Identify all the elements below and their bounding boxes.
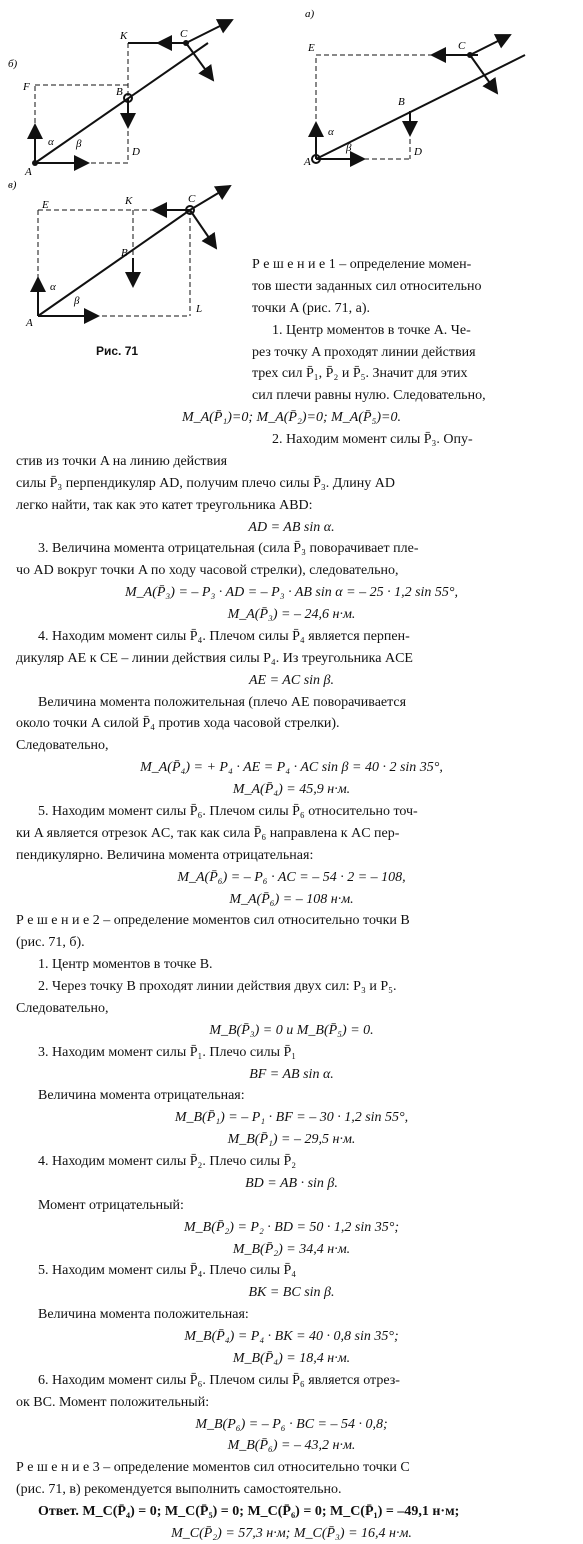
svg-text:A: A [304, 156, 311, 168]
figure-a [300, 5, 570, 180]
text-line: ки A является отрезок AC, так как сила P̄₆ направлена к AC пер- [16, 825, 400, 841]
text-line: M_C(P̄₂) = 57,3 н·м; M_C(P̄₃) = 16,4 н·м. [171, 1526, 412, 1541]
svg-text:B: B [116, 86, 123, 98]
svg-text:α: α [48, 136, 54, 148]
text-line: 5. Находим момент силы P̄₄. Плечо силы P̄₄ [38, 1263, 297, 1279]
text-line: легко найти, так как это катет треугольника ABD: [16, 497, 313, 513]
text-line: Величина момента отрицательная: [38, 1088, 245, 1104]
text-line: Момент отрицательный: [38, 1197, 184, 1213]
svg-text:α: α [328, 126, 334, 138]
svg-text:E: E [42, 199, 49, 211]
text-line: ок BC. Момент положительный: [16, 1394, 210, 1410]
svg-text:β: β [74, 295, 80, 307]
text-line: Следовательно, [16, 1000, 109, 1016]
figure-a-tag: а) [305, 8, 315, 20]
svg-text:α: α [50, 281, 56, 293]
text-line: Следовательно, [16, 738, 109, 754]
text-line: M_B(P̄₃) = 0 и M_B(P̄₅) = 0. [209, 1022, 374, 1038]
svg-text:F: F [23, 81, 30, 93]
text-line: 1. Центр моментов в точке B. [38, 957, 213, 973]
svg-text:β: β [346, 142, 352, 154]
text-line: M_A(P̄₆) = – P₆ · AC = – 54 · 2 = – 108, [177, 869, 406, 885]
svg-text:B: B [398, 96, 405, 108]
text-line: (рис. 71, в) рекомендуется выполнить самостоятельно. [16, 1482, 342, 1498]
text-line: 4. Находим момент силы P̄₂. Плечо силы P̄₂ [38, 1154, 297, 1170]
svg-text:D: D [414, 146, 422, 158]
text-line: Ответ. M_C(P̄₄) = 0; M_C(P̄₅) = 0; M_C(P̄₆) = 0; M_C(P̄₁) = –49,1 н·м; [38, 1504, 460, 1520]
svg-text:A: A [25, 166, 32, 175]
text-line: около точки A силой P̄₄ против хода часовой стрелки). [16, 716, 340, 732]
text-line: 4. Находим момент силы P̄₄. Плечом силы P̄₄ является перпен- [38, 628, 410, 644]
figure-v-tag: в) [8, 179, 17, 191]
figure-v [8, 178, 248, 333]
text-line: M_A(P̄₄) = 45,9 н·м. [232, 782, 351, 798]
text-line: рез точку A проходят линии действия [252, 344, 476, 360]
text-line: 2. Через точку B проходят линии действия двух сил: P₃ и P₅. [38, 979, 397, 995]
text-line: M_B(P̄₄) = 18,4 н·м. [232, 1350, 351, 1366]
svg-text:E: E [308, 42, 315, 54]
text-line: 3. Находим момент силы P̄₁. Плечо силы P̄₁ [38, 1044, 297, 1060]
text-line: Величина момента положительная (плечо AE поворачивается [38, 694, 407, 710]
text-line: M_B(P̄₂) = 34,4 н·м. [232, 1241, 351, 1257]
text-line: BF = AB sin α. [249, 1066, 334, 1082]
svg-text:B: B [121, 247, 128, 259]
text-line: точки A (рис. 71, а). [252, 300, 370, 316]
svg-text:K: K [120, 30, 128, 42]
text-line: трех сил P̄₁, P̄₂ и P̄₅. Значит для этих [252, 366, 468, 382]
text-line: 6. Находим момент силы P̄₆. Плечом силы P̄₆ является отрез- [38, 1372, 400, 1388]
text-line: M_B(P̄₆) = – 43,2 н·м. [227, 1438, 356, 1454]
text-line: Р е ш е н и е 1 – определение момен- [252, 257, 472, 272]
figure-caption: Рис. 71 [96, 344, 139, 358]
svg-text:C: C [458, 40, 466, 52]
text-line: тов шести заданных сил относительно [252, 278, 482, 294]
text-line: пендикулярно. Величина момента отрицательная: [16, 847, 314, 863]
text-line: 3. Величина момента отрицательная (сила P̄₃ поворачивает пле- [38, 541, 419, 557]
text-line: 5. Находим момент силы P̄₆. Плечом силы P̄₆ относительно точ- [38, 803, 418, 819]
text-line: силы P̄₃ перпендикуляр AD, получим плечо силы P̄₃. Длину AD [16, 475, 395, 491]
text-line: M_A(P̄₁)=0; M_A(P̄₂)=0; M_A(P̄₅)=0. [181, 410, 402, 426]
svg-text:D: D [132, 146, 140, 158]
text-line: Р е ш е н и е 3 – определение моментов сил относительно точки C [16, 1460, 410, 1476]
text-line: M_B(P̄₄) = P₄ · BK = 40 · 0,8 sin 35°; [184, 1329, 399, 1345]
svg-text:L: L [196, 303, 203, 315]
text-line: Р е ш е н и е 2 – определение моментов сил относительно точки B [16, 913, 410, 929]
text-line: Величина момента положительная: [38, 1307, 249, 1323]
svg-text:A: A [26, 317, 33, 329]
text-line: M_B(P̄₁) = – P₁ · BF = – 30 · 1,2 sin 55°, [174, 1110, 409, 1126]
text-line: чо AD вокруг точки A по ходу часовой стрелки), следовательно, [16, 563, 399, 579]
text-line: BD = AB · sin β. [245, 1175, 338, 1191]
text-line: 2. Находим момент силы P̄₃. Опу- [272, 432, 473, 448]
svg-text:C: C [188, 193, 196, 205]
text-line: M_B(P₆) = – P₆ · BC = – 54 · 0,8; [195, 1416, 388, 1432]
text-line: M_A(P̄₃) = – 24,6 н·м. [227, 607, 356, 623]
text-line: M_A(P̄₆) = – 108 н·м. [229, 891, 354, 907]
text-line: M_B(P̄₂) = P₂ · BD = 50 · 1,2 sin 35°; [183, 1219, 400, 1235]
text-line: BK = BC sin β. [248, 1285, 335, 1301]
figure-b [8, 15, 240, 175]
text-line: дикуляр AE к CE – линии действия силы P₄. Из треугольника ACE [16, 650, 413, 666]
svg-text:C: C [180, 28, 188, 40]
text-line: M_A(P̄₃) = – P₃ · AD = – P₃ · AB sin α = – 25 · 1,2 sin 55°, [124, 585, 459, 601]
text-line: M_A(P̄₄) = + P₄ · AE = P₄ · AC sin β = 40 · 2 sin 35°, [140, 760, 443, 776]
text-line: (рис. 71, б). [16, 935, 85, 951]
figure-b-tag: б) [8, 58, 18, 70]
svg-text:β: β [76, 138, 82, 150]
text-line: сил плечи равны нулю. Следовательно, [252, 388, 486, 404]
text-line: 1. Центр моментов в точке A. Че- [272, 322, 471, 338]
svg-text:K: K [125, 195, 133, 207]
text-line: AE = AC sin β. [249, 672, 334, 688]
text-line: AD = AB sin α. [248, 519, 335, 535]
text-line: M_B(P̄₁) = – 29,5 н·м. [227, 1132, 356, 1148]
text-line: стив из точки A на линию действия [16, 453, 228, 469]
